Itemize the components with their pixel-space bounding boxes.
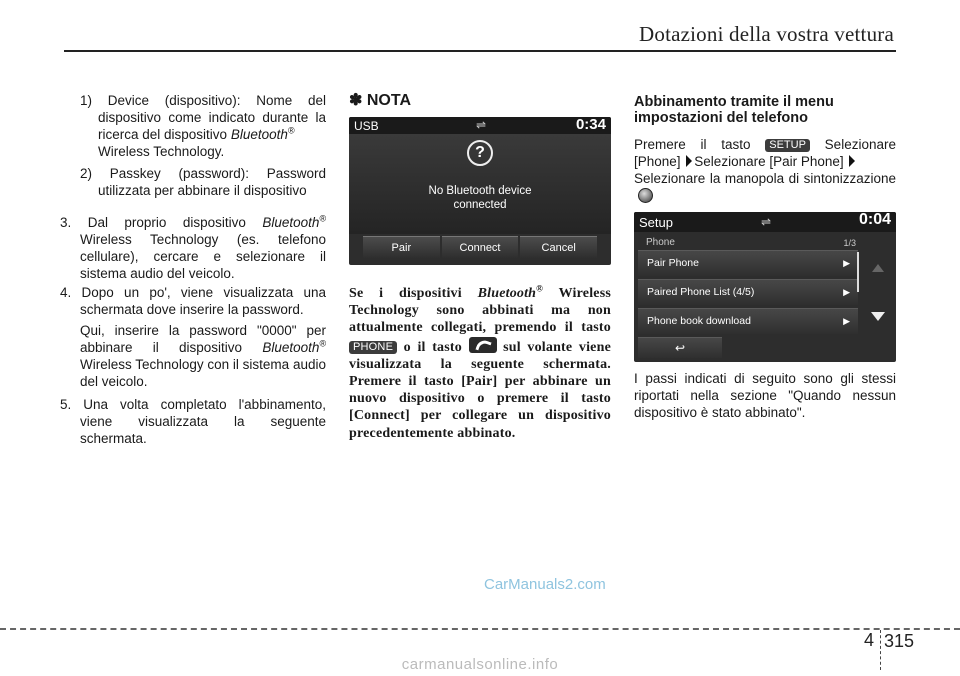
middle-column — [349, 92, 611, 442]
screen-subtitle: Phone — [646, 237, 675, 248]
nota-body: Se i dispositivi Bluetooth® Wireless Technology sono abbinati ma non attualmente collegati, premendo il tasto PHONE o il tasto sul volante viene visualizzata la seguente schermata. Premere il tasto [Pair] per abbinare un nuovo dispositivo o premere il tasto [Connect] per collegare un dispositivo precedentemente abbinato. — [349, 283, 611, 441]
list-item-step-4-detail: Qui, inserire la password "0000" per abbinare il dispositivo Bluetooth® Wireless Technology con il sistema audio del veicolo. — [80, 323, 326, 389]
phone-button-label: PHONE — [349, 341, 397, 354]
page-indicator: 1/3 — [843, 238, 856, 248]
pair-button[interactable]: Pair — [363, 236, 440, 258]
screen-title: Setup — [639, 215, 673, 230]
menu-item-phone-book-download[interactable]: Phone book download ▶ — [638, 308, 858, 334]
list-item-step-5: 5. Una volta completato l'abbinamento, viene visualizzata la seguente schermata. — [60, 397, 326, 446]
cancel-button[interactable]: Cancel — [520, 236, 597, 258]
arrow-right-icon — [686, 155, 692, 167]
header-rule — [64, 50, 896, 52]
screen-subtitle-bar — [634, 232, 860, 248]
screen-button-row — [363, 236, 597, 258]
screen-body — [349, 134, 611, 234]
source-label: USB — [354, 119, 379, 133]
page-number: 315 — [884, 631, 915, 651]
no-device-screen — [349, 117, 611, 265]
list-item-step-4: 4. Dopo un po', viene visualizzata una schermata dove inserire la password. — [60, 285, 326, 317]
menu-item-paired-phone-list[interactable]: Paired Phone List (4/5) ▶ — [638, 279, 858, 305]
list-item-step-3: 3. Dal proprio dispositivo Bluetooth® Wireless Technology (es. telefono cellulare), cercare e selezionare il sistema audio del veicolo. — [60, 213, 326, 281]
list-item-device: 1) Device (dispositivo): Nome del dispositivo come indicato durante la ricerca del dispositivo Bluetooth® Wireless Technology. — [80, 93, 326, 159]
arrow-right-icon: ▶ — [843, 316, 850, 326]
section-heading: Abbinamento tramite il menu impostazioni del telefono — [634, 94, 834, 126]
screen-status-bar — [349, 117, 611, 134]
arrow-right-icon — [849, 155, 855, 167]
phone-menu-list — [638, 250, 858, 337]
call-icon — [469, 337, 497, 353]
tune-knob-icon — [638, 188, 653, 203]
right-column — [634, 94, 896, 421]
chapter-number: 4 — [863, 630, 874, 650]
menu-item-pair-phone[interactable]: Pair Phone ▶ — [638, 250, 858, 276]
setup-phone-screen — [634, 212, 896, 362]
list-item-passkey: 2) Passkey (password): Password utilizzata per abbinare il dispositivo — [80, 166, 326, 198]
setup-button-label: SETUP — [765, 139, 810, 152]
scroll-down-icon[interactable] — [863, 298, 893, 334]
footer-note: I passi indicati di seguito sono gli stessi riportati nella sezione "Quando nessun dispositivo è stato abbinato". — [634, 371, 896, 420]
clock: 0:04 — [858, 212, 891, 228]
bottom-watermark: carmanualsonline.info — [401, 656, 559, 673]
pairing-instructions: Premere il tasto SETUP Selezionare [Phone] Selezionare [Pair Phone] Selezionare la manopola di sintonizzazione — [634, 136, 896, 204]
back-button[interactable]: ↩ — [638, 337, 722, 358]
question-icon: ? — [467, 140, 493, 166]
connect-button[interactable]: Connect — [442, 236, 519, 258]
footer-rule — [0, 628, 960, 630]
usb-icon: ⇌ — [761, 215, 772, 229]
scrollbar[interactable] — [857, 252, 859, 292]
clock: 0:34 — [575, 117, 606, 133]
usb-icon: ⇌ — [476, 118, 487, 132]
screen-status-bar — [634, 212, 896, 232]
nota-heading: ✽ NOTA — [349, 92, 411, 109]
arrow-right-icon: ▶ — [843, 258, 850, 268]
arrow-right-icon: ▶ — [843, 287, 850, 297]
no-device-message: No Bluetooth device connected — [428, 185, 532, 211]
scroll-up-icon[interactable] — [863, 252, 893, 288]
scroll-controls — [863, 252, 893, 336]
left-column — [60, 92, 326, 449]
watermark: CarManuals2.com — [484, 576, 606, 593]
page-header-title: Dotazioni della vostra vettura — [639, 22, 894, 46]
